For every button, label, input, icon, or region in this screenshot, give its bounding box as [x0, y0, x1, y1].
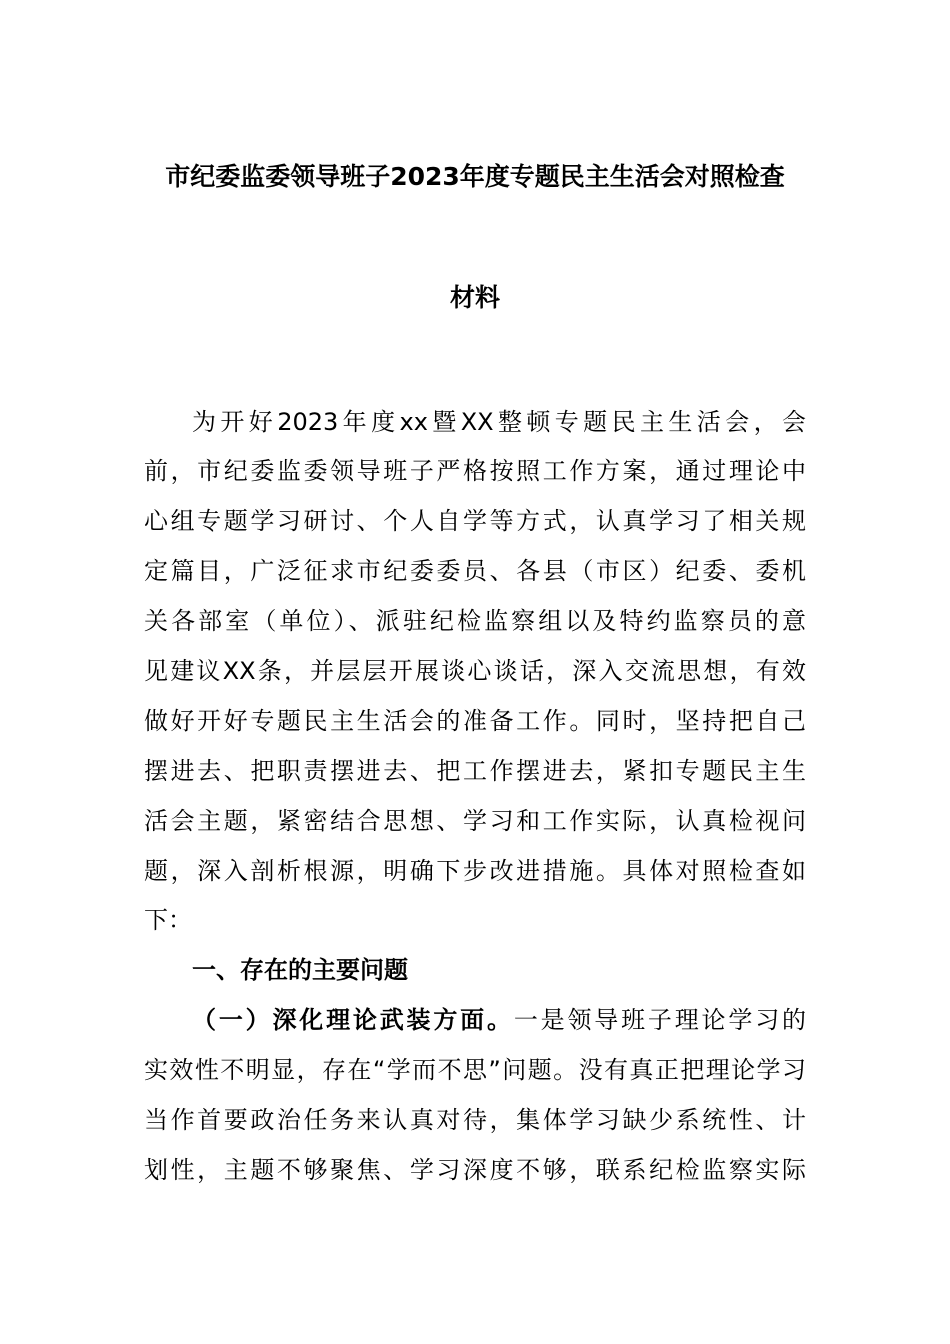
intro-paragraph-line: 做好开好专题民主生活会的准备工作。同时，坚持把自己: [144, 707, 806, 735]
document-title-line-1: 市纪委监委领导班子2023年度专题民主生活会对照检查: [165, 162, 785, 191]
subsection-first-line-text: 一是领导班子理论学习的: [513, 1006, 807, 1034]
intro-paragraph-line: 题，深入剖析根源，明确下步改进措施。具体对照检查如: [144, 857, 806, 885]
intro-paragraph-line: 为开好2023年度xx暨XX整顿专题民主生活会，会: [192, 408, 806, 436]
intro-paragraph-line: 关各部室（单位）、派驻纪检监察组以及特约监察员的意: [144, 607, 806, 635]
subsection-paragraph-line: 划性，主题不够聚焦、学习深度不够，联系纪检监察实际: [144, 1156, 806, 1184]
intro-paragraph-line: 定篇目，广泛征求市纪委委员、各县（市区）纪委、委机: [144, 557, 806, 585]
subsection-paragraph-line: 当作首要政治任务来认真对待，集体学习缺少系统性、计: [144, 1106, 806, 1134]
intro-paragraph-line: 见建议XX条，并层层开展谈心谈话，深入交流思想，有效: [144, 657, 806, 685]
subsection-paragraph-line: 实效性不明显，存在“学而不思”问题。没有真正把理论学习: [144, 1056, 806, 1084]
intro-paragraph-line: 下：: [144, 906, 192, 934]
intro-paragraph-line: 前，市纪委监委领导班子严格按照工作方案，通过理论中: [144, 457, 806, 485]
intro-paragraph-line: 活会主题，紧密结合思想、学习和工作实际，认真检视问: [144, 807, 806, 835]
intro-paragraph-line: 摆进去、把职责摆进去、把工作摆进去，紧扣专题民主生: [144, 757, 806, 785]
subsection-first-line: [192, 1005, 806, 1035]
intro-paragraph-line: 心组专题学习研讨、个人自学等方式，认真学习了相关规: [144, 507, 806, 535]
document-title-line-2: 材料: [449, 283, 500, 312]
subsection-lead: （一）深化理论武装方面。: [192, 1006, 514, 1034]
section-heading: 一、存在的主要问题: [192, 956, 408, 984]
